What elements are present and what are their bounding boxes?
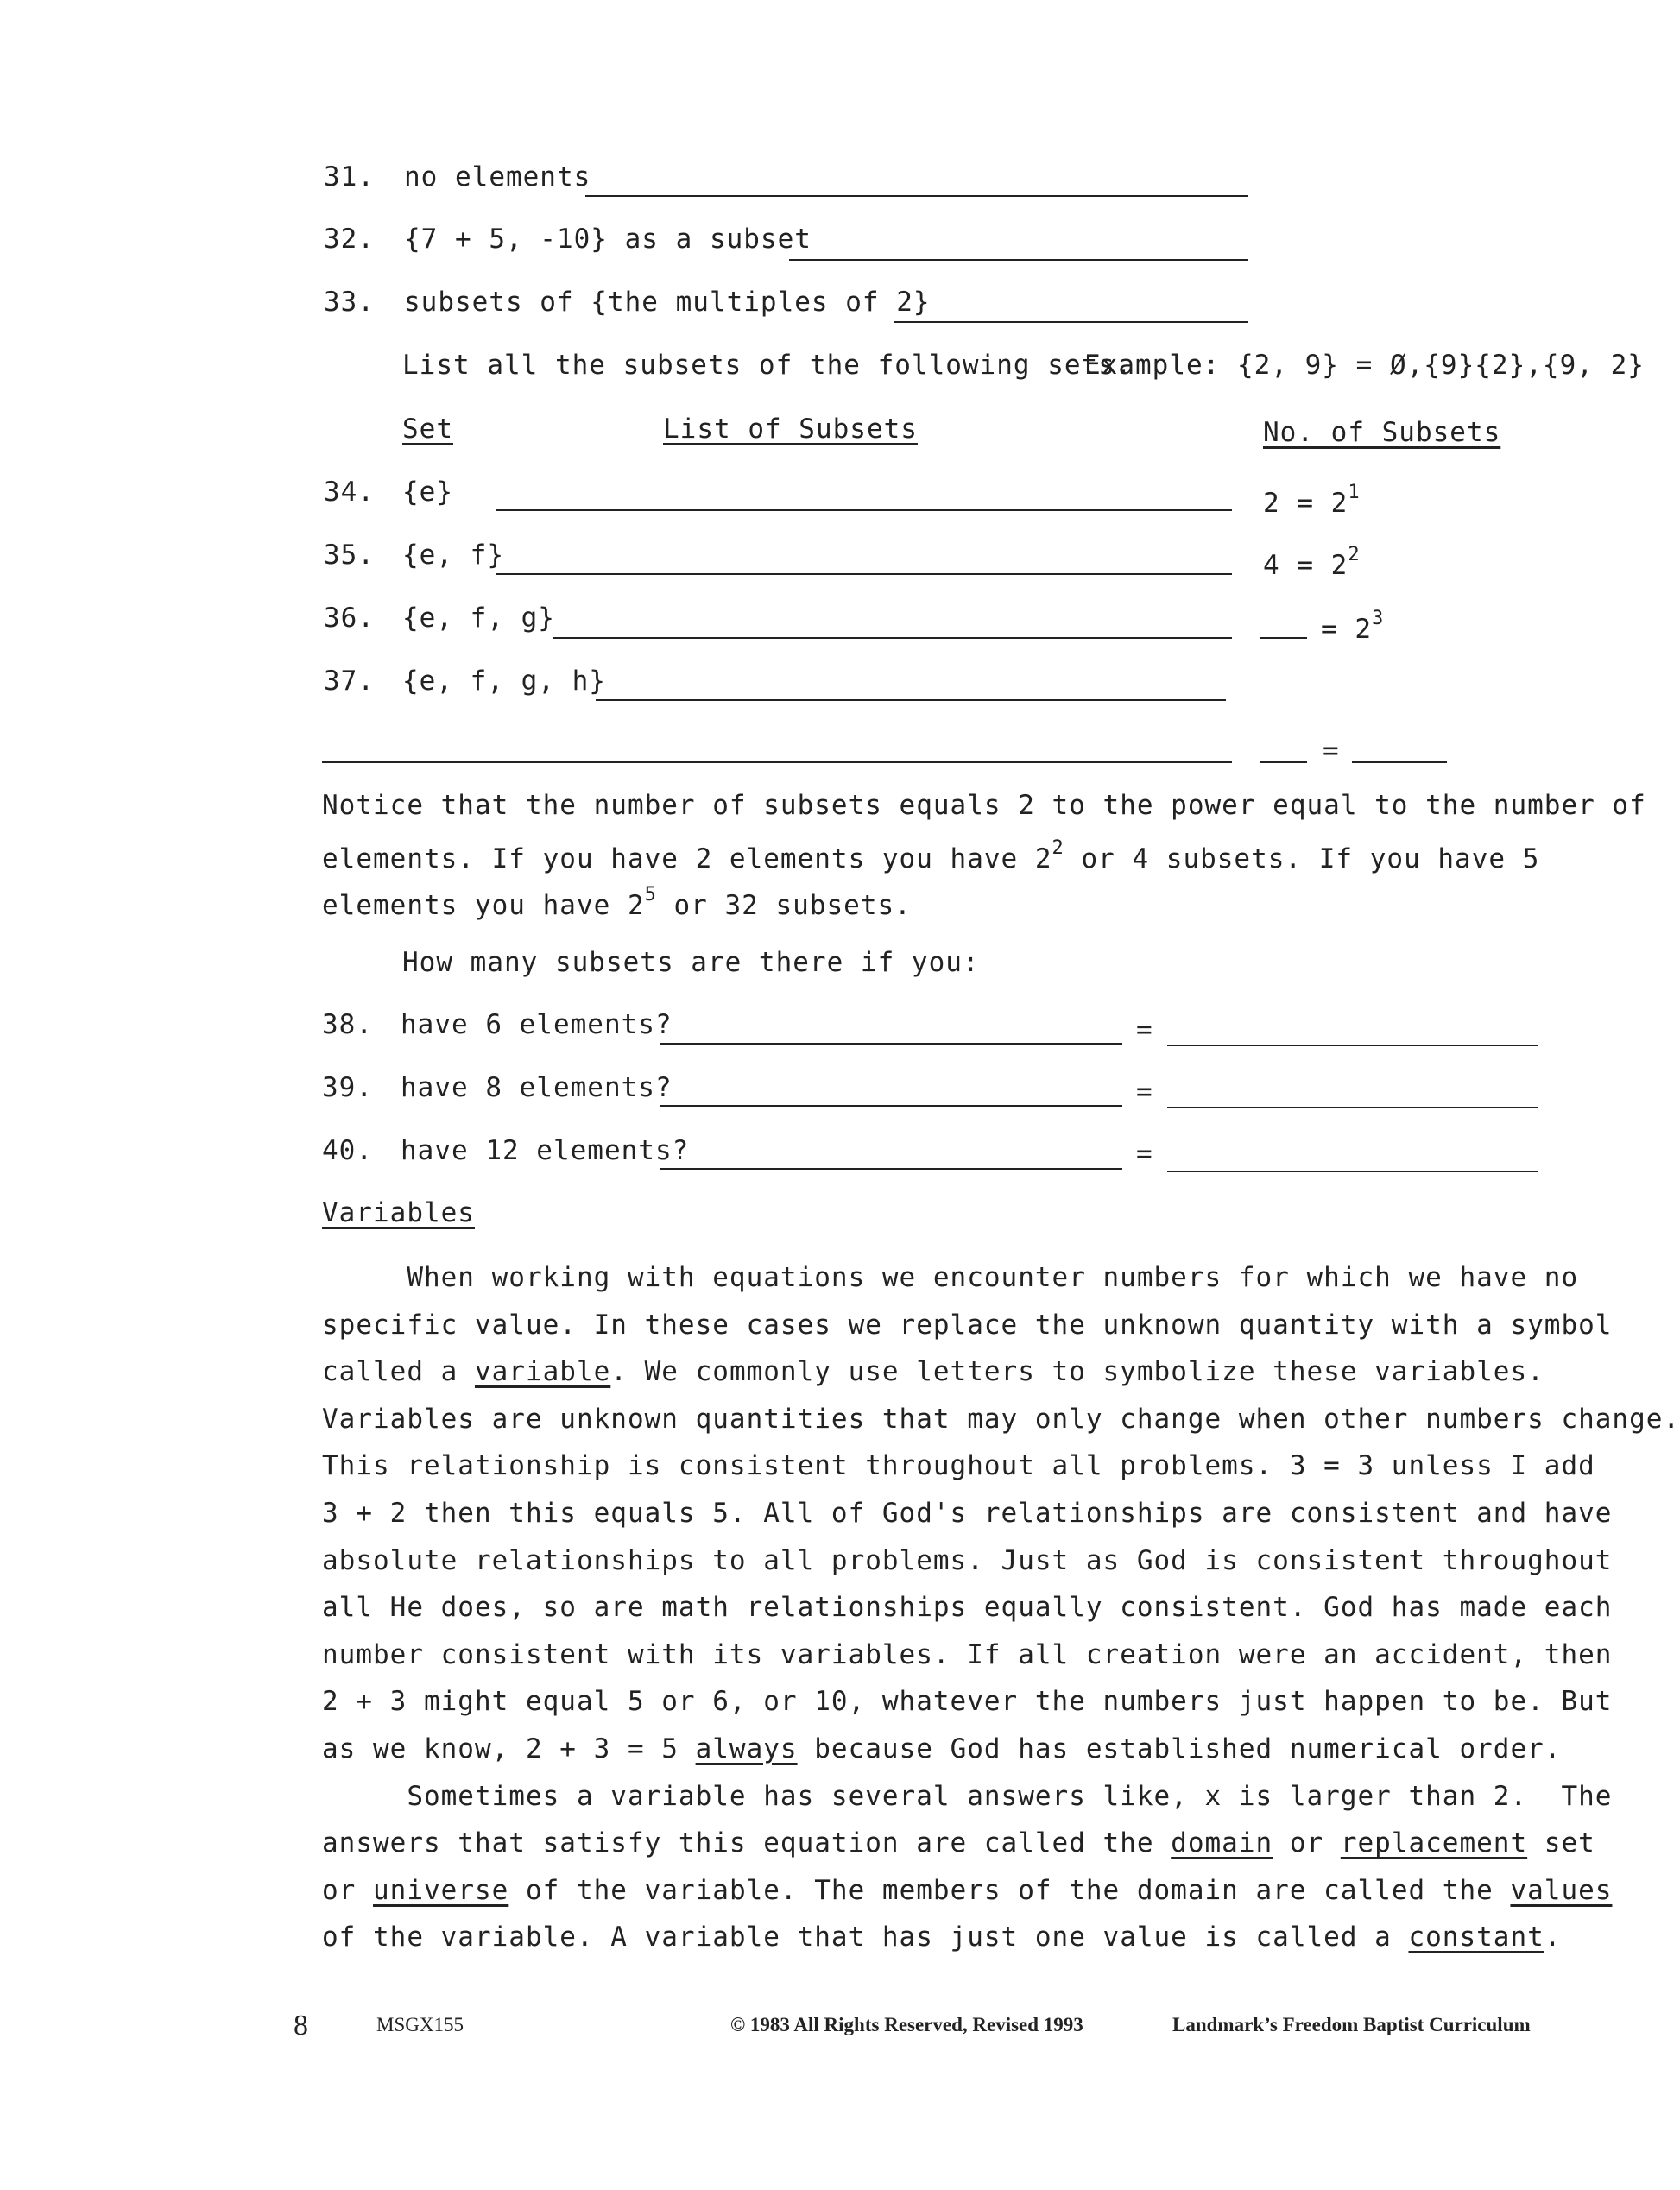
variables-heading: Variables [322,1197,475,1228]
para1-line-7: absolute relationships to all problems. Just as God is consistent throughout [322,1544,1613,1576]
para1-line-5: This relationship is consistent throughout all problems. 3 = 3 unless I add [322,1450,1595,1482]
header-number-of-subsets: No. of Subsets [1263,417,1501,448]
item-40-number: 40. [322,1135,373,1166]
item-33-answer-line[interactable] [894,321,1248,323]
item-31-text: no elements [404,161,591,192]
term-constant: constant [1408,1922,1544,1953]
item-38-equals: = [1136,1014,1153,1045]
item-40-answer-line[interactable] [660,1168,1122,1170]
notice-line-2: elements. If you have 2 elements you have $2^2$ or 4 subsets. If you have 5 [322,837,1540,874]
item-36-answer-line[interactable] [553,637,1232,639]
item-40-equals: = [1136,1139,1153,1170]
item-32-answer-line[interactable] [789,259,1248,261]
subsets-instruction: List all the subsets of the following sets. [402,350,1133,381]
item-37-answer-line-2[interactable] [322,761,1232,763]
item-32-number: 32. [324,224,375,255]
item-31-answer-line[interactable] [585,195,1248,197]
item-31-number: 31. [324,161,375,192]
variables-paragraphs [322,1254,1680,1961]
footer-publisher: Landmark’s Freedom Baptist Curriculum [1172,2014,1531,2035]
term-always: always [695,1732,798,1764]
item-36-count-blank[interactable] [1260,637,1307,639]
item-37-power-blank[interactable] [1352,761,1447,763]
para1-line-1: When working with equations we encounter numbers for which we have no [322,1262,1579,1293]
para2-line-2: answers that satisfy this equation are called the domain or replacement set [322,1827,1595,1859]
item-34-number: 34. [324,476,375,508]
item-37-answer-line[interactable] [596,699,1226,701]
item-39-equals: = [1136,1076,1153,1108]
para1-line-11: as we know, 2 + 3 = 5 always because God has established numerical order. [322,1732,1562,1764]
item-39-answer-line[interactable] [660,1105,1122,1107]
item-35-answer-line[interactable] [496,573,1232,575]
item-33-number: 33. [324,287,375,318]
term-universe: universe [373,1874,509,1906]
para1-line-2: specific value. In these cases we replace the unknown quantity with a symbol [322,1309,1613,1341]
item-37-set: {e, f, g, h} [402,666,606,697]
term-replacement: replacement [1340,1827,1528,1859]
item-38-result-line[interactable] [1167,1045,1538,1046]
header-set: Set [402,413,453,445]
item-36-count: = $2^3$ [1321,608,1385,645]
item-34-set: {e} [402,476,453,508]
item-40-result-line[interactable] [1167,1171,1538,1172]
item-39-text: have 8 elements? [401,1072,673,1103]
para1-line-3: called a variable. We commonly use letters to symbolize these variables. [322,1356,1544,1388]
item-34-answer-line[interactable] [496,509,1232,511]
para2-line-4: of the variable. A variable that has just one value is called a constant. [322,1922,1562,1953]
item-37-count-blank[interactable] [1260,761,1307,763]
footer-page-number: 8 [294,2010,308,2042]
item-34-count: $2 = 2^1$ [1263,482,1361,519]
para1-line-9: number consistent with its variables. If all creation were an accident, then [322,1638,1613,1670]
how-many-prompt: How many subsets are there if you: [402,947,980,978]
para1-line-10: 2 + 3 might equal 5 or 6, or 10, whatever the numbers just happen to be. But [322,1686,1613,1718]
para1-line-8: all He does, so are math relationships equally consistent. God has made each [322,1592,1613,1624]
para2-line-1: Sometimes a variable has several answers like, x is larger than 2. The [322,1780,1613,1812]
term-domain: domain [1171,1827,1273,1859]
para2-line-3: or universe of the variable. The members of the domain are called the values [322,1874,1613,1906]
item-36-number: 36. [324,603,375,634]
item-40-text: have 12 elements? [401,1135,690,1166]
item-35-count: $4 = 2^2$ [1263,544,1361,581]
item-38-number: 38. [322,1009,373,1040]
subsets-example: Example: {2, 9} = Ø,{9}{2},{9, 2} [1084,350,1645,381]
header-list-of-subsets: List of Subsets [663,413,918,445]
item-35-number: 35. [324,540,375,571]
item-37-number: 37. [324,666,375,697]
footer-course-code: MSGX155 [376,2014,464,2035]
item-39-result-line[interactable] [1167,1107,1538,1108]
term-variable: variable [474,1356,611,1388]
item-32-text: {7 + 5, -10} as a subset [404,224,812,255]
item-37-equals: = [1323,735,1340,767]
para1-line-6: 3 + 2 then this equals 5. All of God's relationships are consistent and have [322,1497,1613,1529]
para1-line-4: Variables are unknown quantities that may only change when other numbers change. [322,1403,1680,1435]
notice-line-3: elements you have $2^5$ or 32 subsets. [322,884,912,921]
item-36-set: {e, f, g} [402,603,555,634]
item-38-answer-line[interactable] [660,1043,1122,1045]
item-39-number: 39. [322,1072,373,1103]
footer-copyright: © 1983 All Rights Reserved, Revised 1993 [730,2014,1083,2035]
item-35-set: {e, f} [402,540,504,571]
term-values: values [1510,1874,1613,1906]
item-38-text: have 6 elements? [401,1009,673,1040]
notice-line-1: Notice that the number of subsets equals 2 to the power equal to the number of [322,790,1646,821]
item-33-text: subsets of {the multiples of 2} [404,287,931,318]
